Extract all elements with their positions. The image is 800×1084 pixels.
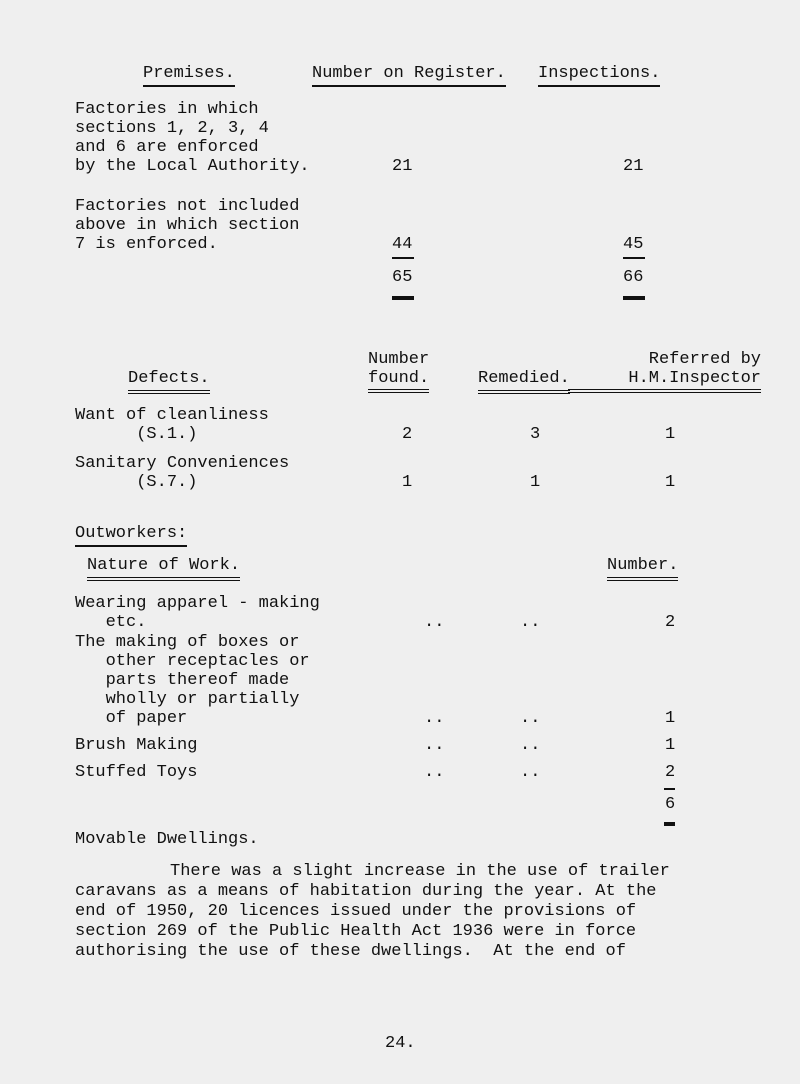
- total-inspections-value: 66: [623, 268, 644, 287]
- total-rule-outwork: [664, 822, 675, 826]
- outwork-item-toys: Stuffed Toys: [75, 763, 198, 782]
- header-referred-by: Referred by H.M.Inspector: [568, 350, 761, 393]
- header-number-on-register: Number on Register.: [312, 64, 506, 87]
- header-number-found: Number found.: [368, 350, 429, 393]
- outwork-item-apparel: Wearing apparel - making etc.: [75, 594, 320, 632]
- sum-rule-outwork: [664, 788, 675, 790]
- defect-referred-value: 1: [665, 425, 676, 444]
- header-remedied: Remedied.: [478, 369, 570, 394]
- paragraph-line: authorising the use of these dwellings. At the end of: [75, 942, 626, 961]
- paragraph-line: end of 1950, 20 licences issued under the provisions of: [75, 902, 637, 921]
- outwork-number-value: 1: [665, 736, 676, 755]
- header-defects: Defects.: [128, 369, 210, 394]
- row-inspections-value: 21: [623, 157, 644, 176]
- paragraph-line: section 269 of the Public Health Act 1936 were in force: [75, 922, 637, 941]
- defect-label-cleanliness: Want of cleanliness (S.1.): [75, 406, 269, 444]
- paragraph-line: caravans as a means of habitation during the year. At the: [75, 882, 657, 901]
- sum-rule-inspections: [623, 257, 645, 259]
- movable-heading: Movable Dwellings.: [75, 830, 259, 849]
- row-register-value: 44: [392, 235, 413, 254]
- defect-remedied-value: 3: [530, 425, 541, 444]
- leader-dots: ..: [424, 763, 445, 782]
- outwork-number-value: 2: [665, 613, 676, 632]
- total-rule-register: [392, 296, 414, 300]
- defect-remedied-value: 1: [530, 473, 541, 492]
- outwork-item-brush: Brush Making: [75, 736, 198, 755]
- outworkers-section: [0, 524, 800, 814]
- defect-found-value: 1: [402, 473, 413, 492]
- leader-dots: ..: [520, 736, 541, 755]
- outwork-total-value: 6: [665, 795, 676, 814]
- movable-dwellings-section: [0, 830, 800, 990]
- premises-table: [0, 0, 800, 320]
- leader-dots: ..: [520, 763, 541, 782]
- leader-dots: ..: [424, 736, 445, 755]
- leader-dots: ..: [520, 709, 541, 728]
- outwork-number-value: 1: [665, 709, 676, 728]
- outwork-item-boxes: The making of boxes or other receptacles or parts thereof made wholly or partially of paper: [75, 633, 310, 728]
- outworkers-heading: Outworkers:: [75, 524, 187, 547]
- page-number: 24.: [385, 1034, 416, 1053]
- defect-found-value: 2: [402, 425, 413, 444]
- paragraph-line: There was a slight increase in the use of trailer: [170, 862, 670, 881]
- row-label-factories-not-included: Factories not included above in which section 7 is enforced.: [75, 197, 300, 254]
- sum-rule-register: [392, 257, 414, 259]
- row-inspections-value: 45: [623, 235, 644, 254]
- header-premises: Premises.: [143, 64, 235, 87]
- defects-table: [0, 330, 800, 530]
- row-register-value: 21: [392, 157, 413, 176]
- defect-label-sanitary: Sanitary Conveniences (S.7.): [75, 454, 290, 492]
- header-nature-of-work: Nature of Work.: [87, 556, 240, 581]
- leader-dots: ..: [520, 613, 541, 632]
- outwork-number-value: 2: [665, 763, 676, 782]
- header-inspections: Inspections.: [538, 64, 660, 87]
- total-register-value: 65: [392, 268, 413, 287]
- defect-referred-value: 1: [665, 473, 676, 492]
- movable-paragraph: [75, 862, 765, 962]
- header-number: Number.: [607, 556, 678, 581]
- leader-dots: ..: [424, 613, 445, 632]
- leader-dots: ..: [424, 709, 445, 728]
- total-rule-inspections: [623, 296, 645, 300]
- row-label-factories-enforced: Factories in which sections 1, 2, 3, 4 and 6 are enforced by the Local Authority.: [75, 100, 310, 176]
